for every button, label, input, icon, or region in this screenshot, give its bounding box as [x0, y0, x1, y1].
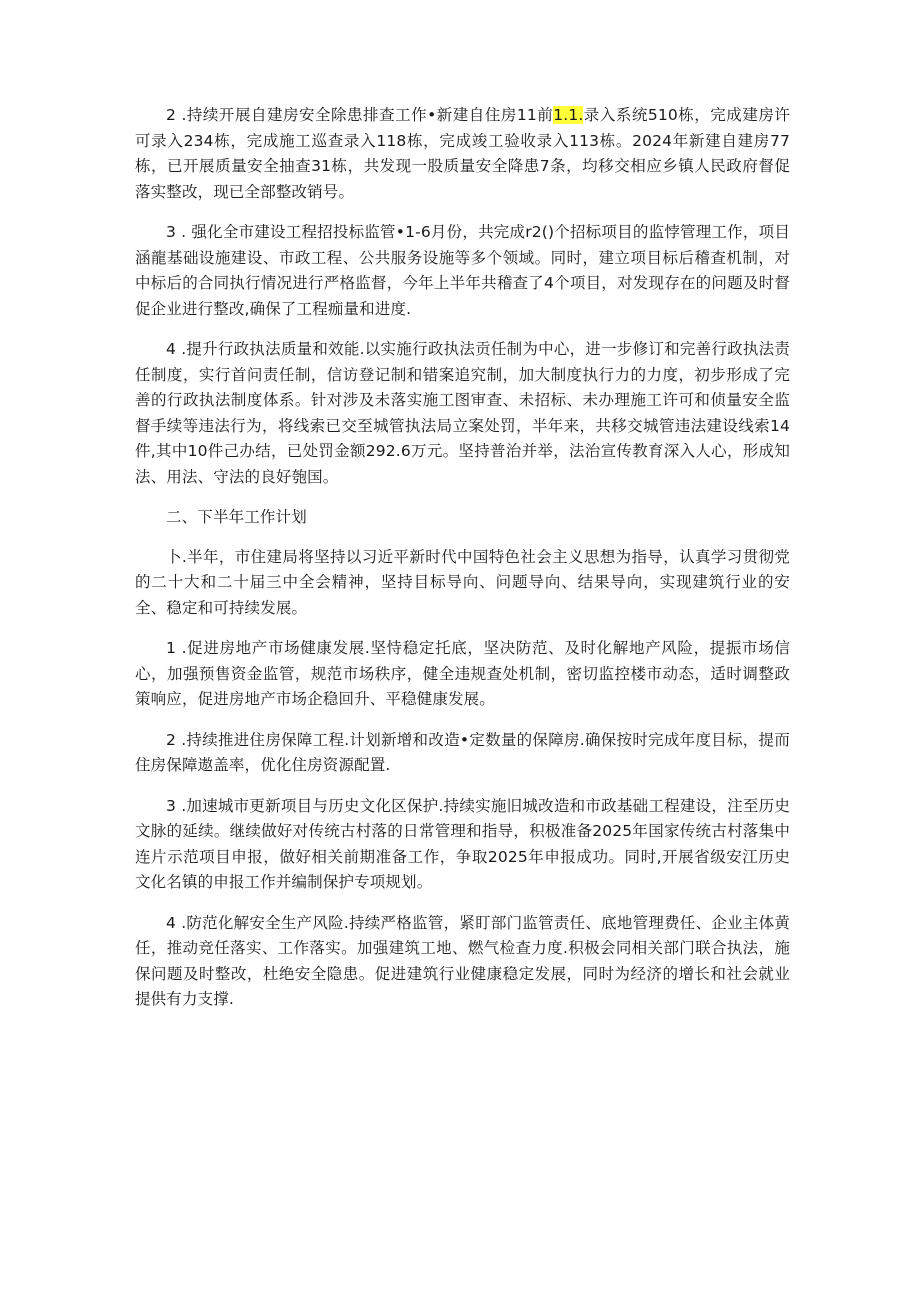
paragraph-bidding-supervision: 3 . 强化全市建设工程招投标监管•1-6月份，共完成r2()个招标项目的监悖管理工作，项目涵龍基础设施建设、市政工程、公共服务设施等多个领域。同时，建立项目标后稽查机制，对中标后的合同执行情况进行严格监督，今年上半年共稽查了4个项目，对发现存在的问题及时督促企业进行整改,确保了工程痂量和进度.	[135, 223, 790, 318]
paragraph-real-estate-market: 1 .促进房地产市场健康发展.坚恃稳定托底，坚决防范、及时化解地产风险，提振市场信心，加强预售资金监管，规范市场秩序，健全违规查处机制，密切监控楼市动态，适时调整政策响应，促进房地产市场企稳回升、平稳健康发展。	[135, 639, 790, 708]
paragraph-self-built-housing	[135, 103, 790, 205]
paragraph-plan-intro: 卜.半年，市住建局将坚持以习近平新时代中国特色社会主义思想为指导，认真学习贯彻党的二十大和二十届三中全会精神，坚持目标导向、问题导向、结果导向，实现建筑行业的安全、稳定和可持续发展。	[135, 547, 790, 617]
paragraph-text: 录入系统510栋，完成建房许可录入234栋，完成施工巡查录入118栋，完成竣工验收录入113栋。2024年新建自建房77栋，已开展质量安全抽查31栋，共发现一股质量安全降患7条，均移交相应乡镇人民政府督促落实整改，现已全部整改销号。	[135, 106, 790, 201]
paragraph-housing-security: 2 .持续推进住房保障工程.计划新增和改造•定数量的保障房.确保按时完成年度目标，提而住房保障遨盖率，优化住房资源配置.	[135, 730, 790, 774]
highlighted-text: 1.1.	[553, 106, 584, 124]
section-heading-second-half-plan: 二、下半年工作计划	[166, 508, 307, 526]
paragraph-urban-renewal: 3 .加速城市更新项目与历史文化区保护.持续实施旧城改造和市政基础工程建设，注至历史文脉的延续。继续做好对传统古村落的日常管理和指导，积极准备2025年国家传统古村落集中连片示范项目申报，做好相关前期准备工作，争取2025年申报成功。同时,开展省级安江历史文化名镇的申报工作并编制保护专项规划。	[135, 796, 790, 891]
document-body	[135, 103, 790, 1028]
paragraph-safety-risk: 4 .防范化解安全生产风险.持续严格监管，紧盯部门监管责任、底地管理费任、企业主体黄任，推动竞任落实、工作落实。加强建筑工地、燃气检查力度.积极会同相关部门联合执法，施保问题及时整改，杜绝安全隐患。促进建筑行业健康稳定发展，同时为经济的增长和社会就业提供有力支撑.	[135, 913, 790, 1008]
paragraph-law-enforcement: 4 .提升行政执法质量和效能.以实施行政执法贡任制为中心，进一步修订和完善行政执法责任制度，实行首问责任制，信访登记制和错案追究制，加大制度执行力的力度，初步形成了完善的行政执法制度体系。针对涉及未落实施工图审查、未招标、未办理施工许可和侦量安全监督手续等违法行为，将线索已交至城管执法局立案处罚，半年来，共移交城管违法建设线索14件,其中10件己办结，已处罚金额292.6万元。坚持普治并举，法治宣传教育深入人心，形成知法、用法、守法的良好匏国。	[135, 340, 790, 486]
paragraph-text: 2 .持续开展自建房安全除患排查工作•新建自住房11前	[166, 106, 554, 124]
